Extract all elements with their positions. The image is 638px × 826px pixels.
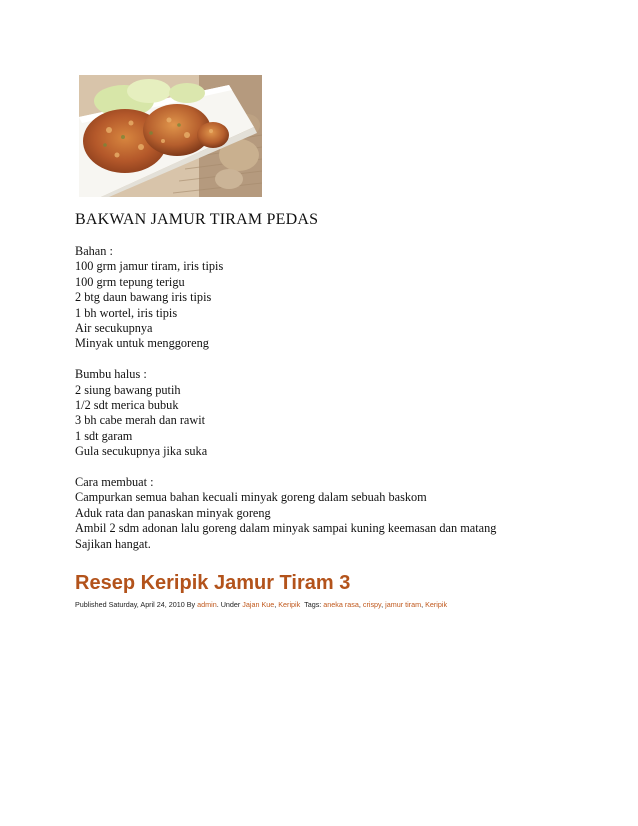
published-text: Published Saturday, April 24, 2010 By	[75, 600, 198, 609]
separator: ,	[381, 600, 386, 609]
tag-link-aneka-rasa[interactable]: aneka rasa	[323, 600, 359, 609]
spice-line: 3 bh cabe merah dan rawit	[75, 413, 206, 428]
method-step: Sajikan hangat.	[75, 536, 151, 551]
post-meta	[75, 600, 447, 609]
method-step: Ambil 2 sdm adonan lalu goreng dalam minyak sampai kuning keemasan dan matang	[75, 521, 497, 536]
spice-line: Gula secukupnya jika suka	[75, 444, 208, 459]
spice-line: 2 siung bawang putih	[75, 382, 181, 397]
method-section	[75, 475, 595, 552]
tag-link-keripik[interactable]: Keripik	[425, 600, 448, 609]
fried-fritters-image	[79, 75, 262, 197]
ingredient-line: Minyak untuk menggoreng	[75, 336, 209, 351]
ingredient-line: Air secukupnya	[75, 321, 153, 336]
next-post-title[interactable]: Resep Keripik Jamur Tiram 3	[75, 572, 351, 594]
ingredient-line: 1 bh wortel, iris tipis	[75, 305, 178, 320]
section-heading: Bumbu halus :	[75, 367, 147, 382]
spice-paste-section	[75, 367, 595, 459]
recipe-title: BAKWAN JAMUR TIRAM PEDAS	[75, 211, 319, 228]
category-link-keripik[interactable]: Keripik	[278, 600, 301, 609]
under-text: . Under	[216, 600, 243, 609]
method-step: Campurkan semua bahan kecuali minyak goreng dalam sebuah baskom	[75, 490, 427, 505]
ingredient-line: 2 btg daun bawang iris tipis	[75, 290, 212, 305]
ingredient-line: 100 grm jamur tiram, iris tipis	[75, 259, 224, 274]
separator: ,	[358, 600, 363, 609]
section-heading: Cara membuat :	[75, 475, 154, 490]
spice-line: 1/2 sdt merica bubuk	[75, 398, 179, 413]
ingredient-line: 100 grm tepung terigu	[75, 274, 185, 289]
tag-link-jamur-tiram[interactable]: jamur tiram	[385, 600, 422, 609]
tags-label: Tags:	[300, 600, 324, 609]
recipe-photo	[79, 75, 262, 197]
author-link[interactable]: admin	[197, 600, 217, 609]
method-step: Aduk rata dan panaskan minyak goreng	[75, 505, 271, 520]
separator: ,	[421, 600, 426, 609]
separator: ,	[274, 600, 279, 609]
section-heading: Bahan :	[75, 244, 113, 258]
recipe-body	[75, 244, 595, 567]
tag-link-crispy[interactable]: crispy	[362, 600, 382, 609]
ingredients-section	[75, 244, 595, 352]
spice-line: 1 sdt garam	[75, 428, 133, 443]
category-link-jajan-kue[interactable]: Jajan Kue	[242, 600, 275, 609]
